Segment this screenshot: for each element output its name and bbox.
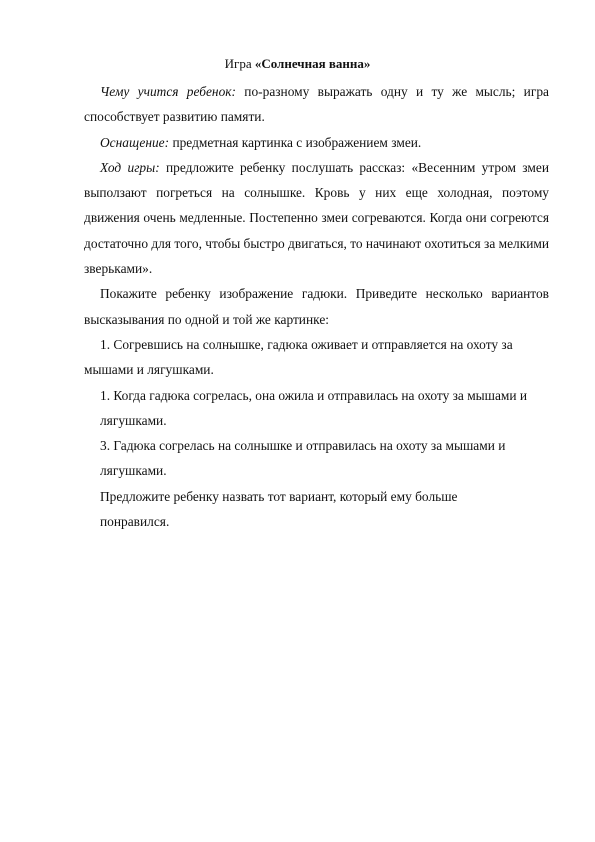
paragraph-equipment: [84, 130, 549, 155]
document-title: [0, 56, 595, 72]
learning-text: по-разному выражать одну и ту же мысль; игра способствует развитию памяти.: [84, 84, 549, 125]
course-label: Ход игры:: [100, 159, 160, 175]
equipment-text: предметная картинка с изображением змеи.: [169, 134, 422, 150]
title-prefix: Игра: [224, 56, 255, 71]
document-body: [84, 79, 549, 534]
variant-3-line-1: 3. Гадюка согрелась на солнышке и отправилась на охоту за мышами и: [100, 438, 506, 454]
title-game-name: «Солнечная ванна»: [254, 56, 371, 71]
course-text: предложите ребенку послушать рассказ: «Весенним утром змеи выползают погреться на солнышке. Кровь у них еще холодная, поэтому движения очень медленные. Постепенно змеи согреваются. Когда они согреются достаточно для того, чтобы быстро двигаться, то начинают охотиться за мелкими зверьками».: [84, 159, 550, 277]
variant-3-line-2: лягушками.: [100, 463, 167, 479]
closing-line-1: Предложите ребенку назвать тот вариант, который ему больше: [100, 488, 458, 504]
variant-1-line-1: 1. Согревшись на солнышке, гадюка оживает и отправляется на охоту за: [100, 336, 513, 352]
equipment-label: Оснащение:: [100, 134, 170, 150]
learning-label: Чему учится ребенок:: [100, 84, 236, 99]
variant-1-line-2: мышами и лягушками.: [84, 362, 214, 378]
variant-2-line-1: 1. Когда гадюка согрелась, она ожила и отправилась на охоту за мышами и: [100, 387, 528, 403]
variant-2-line-2: лягушками.: [100, 412, 167, 428]
paragraph-learning: [84, 79, 549, 130]
paragraph-show-picture: Покажите ребенку изображение гадюки. Приведите несколько вариантов высказывания по одной и той же картинке:: [84, 286, 549, 327]
paragraph-game-course: [84, 155, 549, 281]
closing-line-2: понравился.: [100, 514, 170, 530]
